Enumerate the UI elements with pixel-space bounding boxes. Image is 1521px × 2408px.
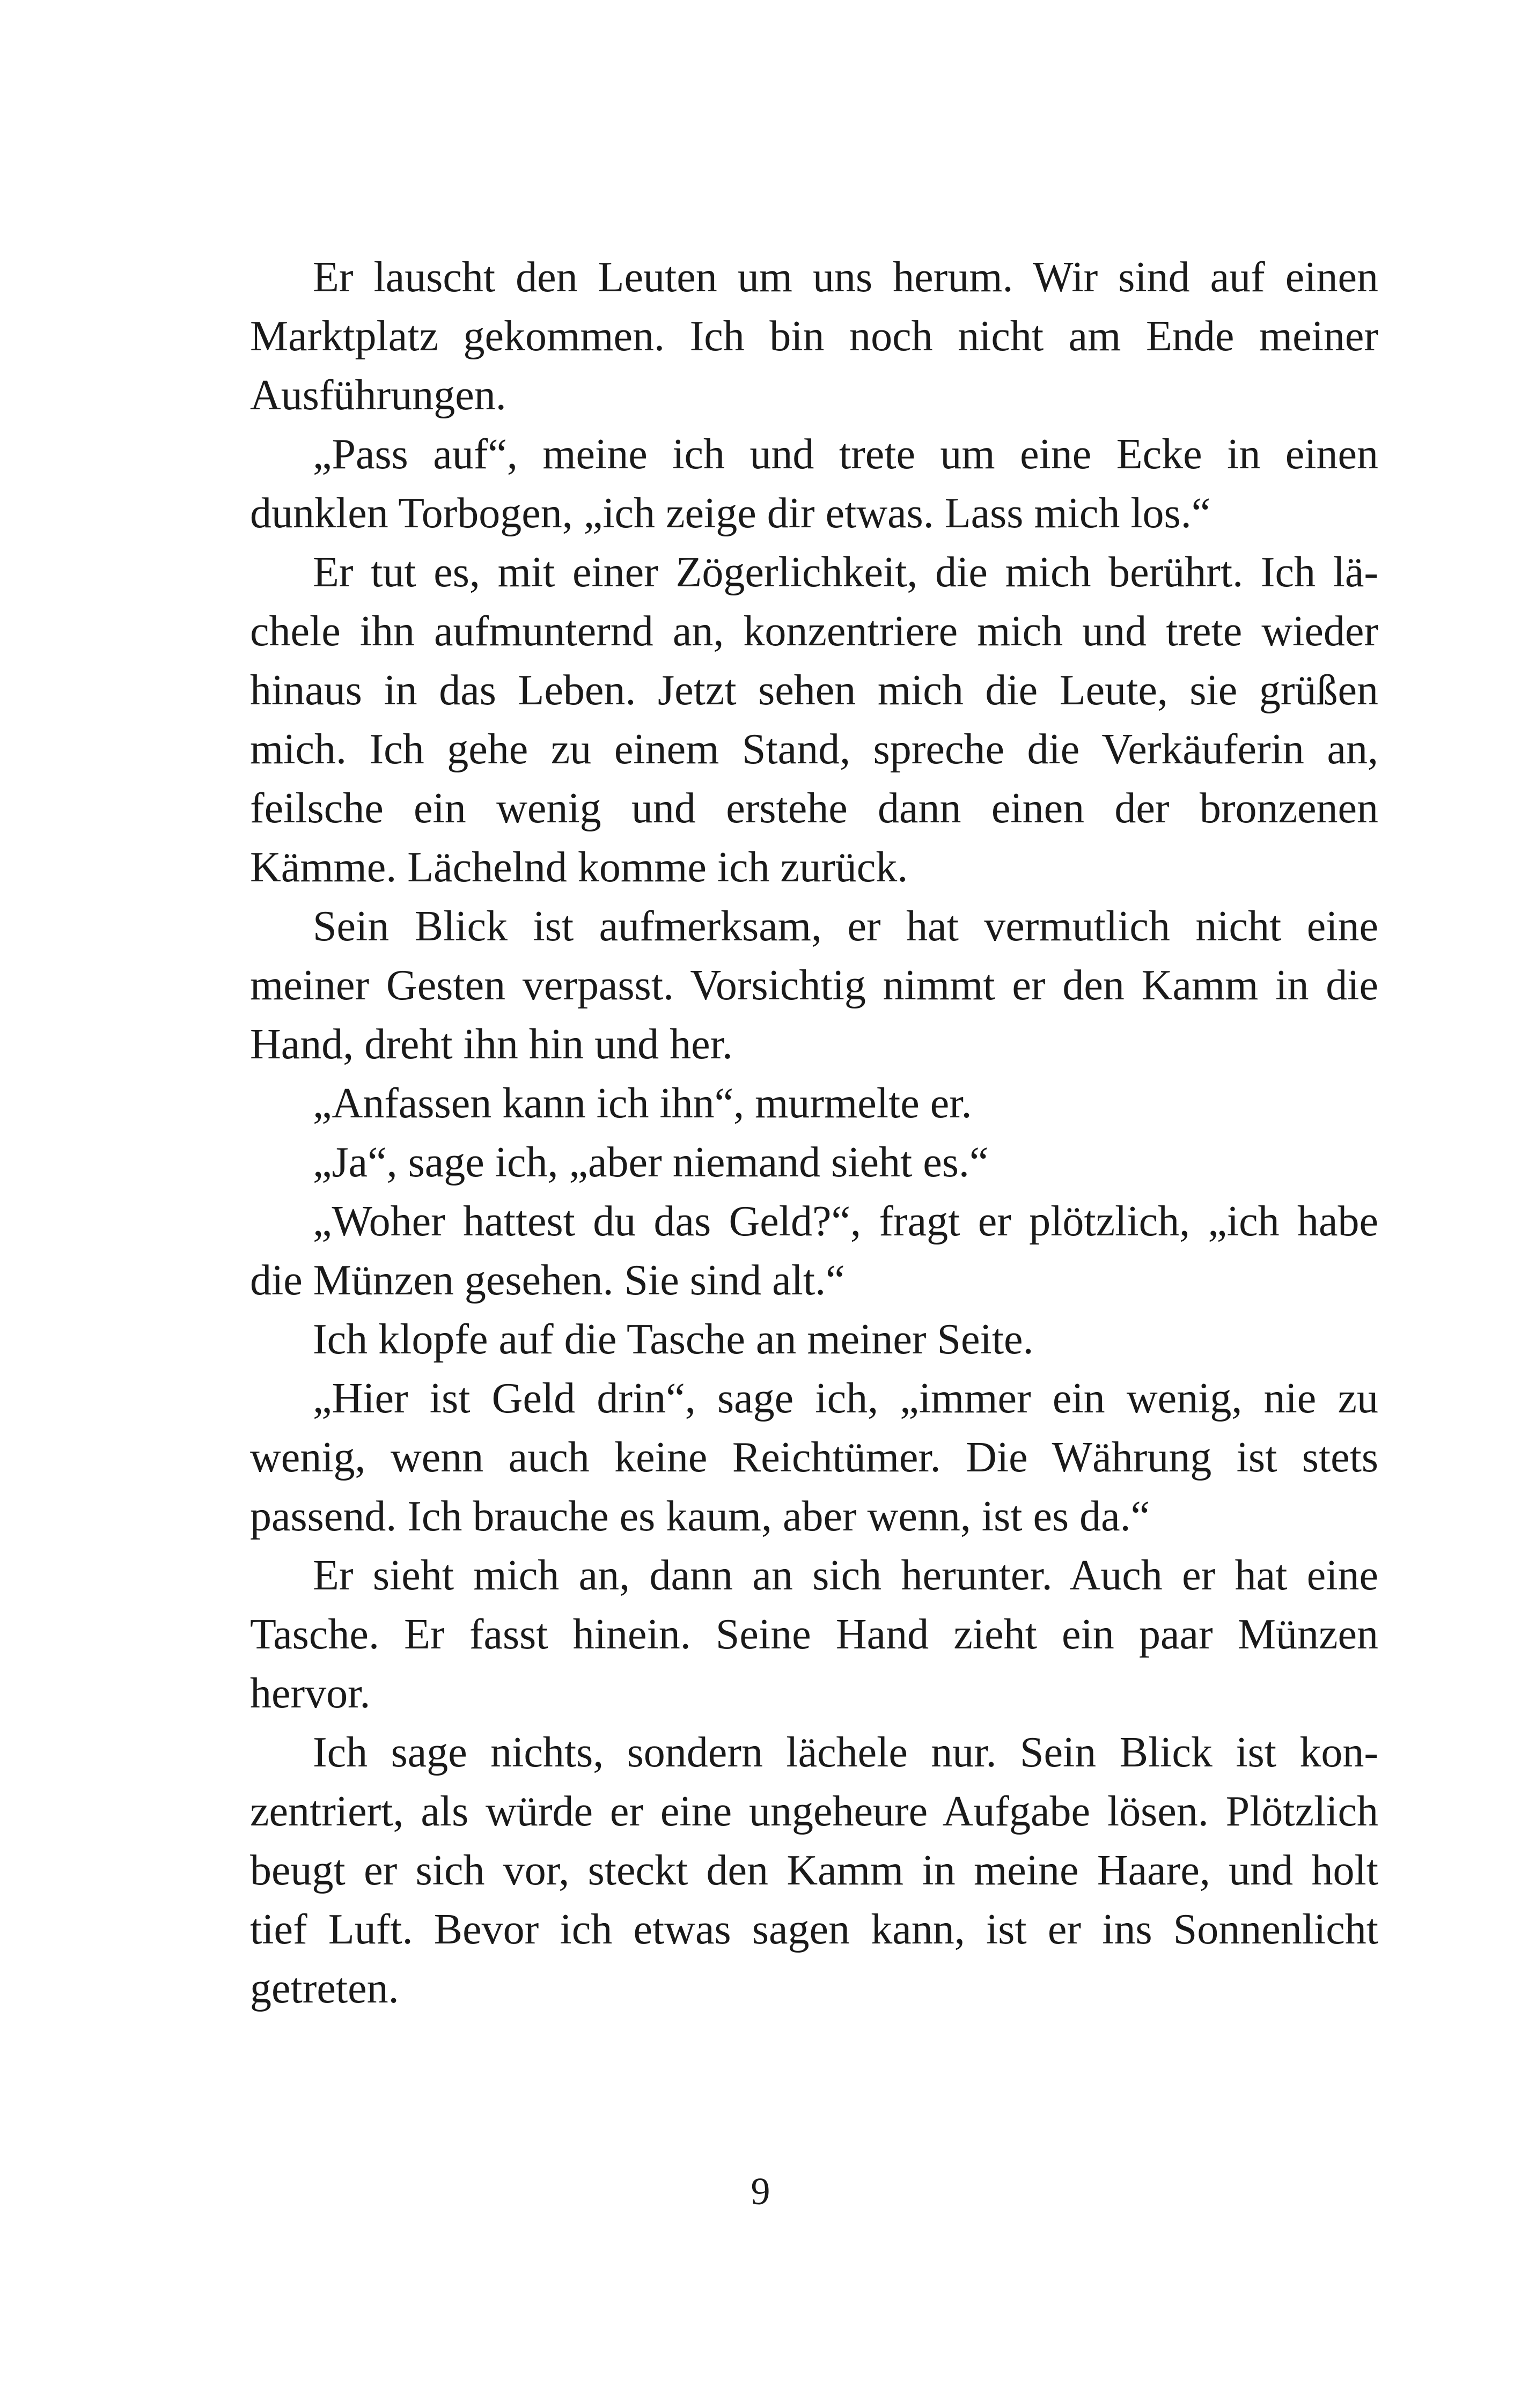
- text-line: Marktplatz gekommen. Ich bin noch nicht am Ende meiner: [250, 313, 1378, 360]
- text-line: Er tut es, mit einer Zögerlichkeit, die mich berührt. Ich lä-: [313, 549, 1378, 596]
- text-line: „Ja“, sage ich, „aber niemand sieht es.“: [313, 1139, 989, 1186]
- text-line: „Hier ist Geld drin“, sage ich, „immer ein wenig, nie zu: [313, 1375, 1378, 1422]
- text-line: hinaus in das Leben. Jetzt sehen mich die Leute, sie grüßen: [250, 667, 1378, 714]
- text-line: chele ihn aufmunternd an, konzentriere mich und trete wieder: [250, 608, 1378, 655]
- text-line: getreten.: [250, 1965, 399, 2012]
- text-line: Tasche. Er fasst hinein. Seine Hand zieht ein paar Münzen: [250, 1611, 1378, 1658]
- text-line: wenig, wenn auch keine Reichtümer. Die Währung ist stets: [250, 1434, 1378, 1481]
- body-text: [250, 248, 1378, 2018]
- text-line: „Pass auf“, meine ich und trete um eine Ecke in einen: [313, 431, 1378, 478]
- text-line: Ich sage nichts, sondern lächele nur. Sein Blick ist kon-: [313, 1729, 1378, 1776]
- text-line: Hand, dreht ihn hin und her.: [250, 1021, 733, 1068]
- page-number: 9: [751, 2170, 770, 2213]
- text-line: die Münzen gesehen. Sie sind alt.“: [250, 1257, 845, 1304]
- text-line: passend. Ich brauche es kaum, aber wenn, ist es da.“: [250, 1493, 1150, 1540]
- text-line: tief Luft. Bevor ich etwas sagen kann, ist er ins Sonnenlicht: [250, 1906, 1378, 1953]
- text-line: mich. Ich gehe zu einem Stand, spreche die Verkäuferin an,: [250, 726, 1378, 773]
- text-line: Ausführungen.: [250, 372, 506, 419]
- text-line: feilsche ein wenig und erstehe dann einen der bronzenen: [250, 785, 1378, 832]
- text-line: „Woher hattest du das Geld?“, fragt er plötzlich, „ich habe: [313, 1198, 1378, 1245]
- text-line: beugt er sich vor, steckt den Kamm in meine Haare, und holt: [250, 1847, 1378, 1894]
- text-line: Sein Blick ist aufmerksam, er hat vermutlich nicht eine: [313, 903, 1378, 950]
- text-line: „Anfassen kann ich ihn“, murmelte er.: [313, 1080, 972, 1127]
- text-line: Er sieht mich an, dann an sich herunter. Auch er hat eine: [313, 1552, 1378, 1599]
- text-line: zentriert, als würde er eine ungeheure Aufgabe lösen. Plötzlich: [250, 1788, 1378, 1835]
- text-line: Kämme. Lächelnd komme ich zurück.: [250, 844, 908, 891]
- text-line: Er lauscht den Leuten um uns herum. Wir sind auf einen: [313, 254, 1378, 301]
- text-line: dunklen Torbogen, „ich zeige dir etwas. Lass mich los.“: [250, 490, 1211, 537]
- text-line: meiner Gesten verpasst. Vorsichtig nimmt er den Kamm in die: [250, 962, 1378, 1009]
- text-line: Ich klopfe auf die Tasche an meiner Seite.: [313, 1316, 1034, 1363]
- text-line: hervor.: [250, 1670, 371, 1717]
